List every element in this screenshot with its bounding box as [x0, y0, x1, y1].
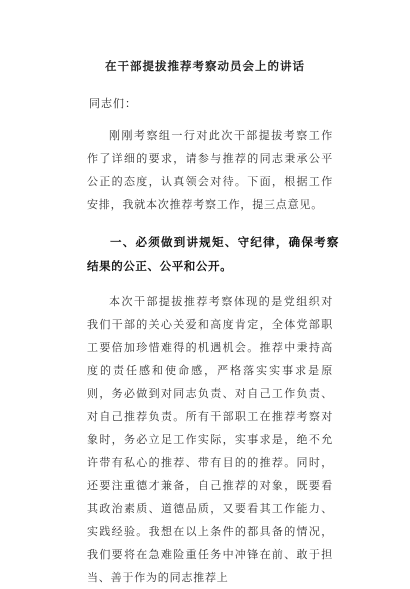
section-heading-1: 一、必须做到讲规矩、守纪律，确保考察结果的公正、公平和公开。 — [87, 235, 339, 273]
document-title: 在干部提拔推荐考察动员会上的讲话 — [105, 59, 305, 73]
salutation: 同志们： — [89, 97, 137, 110]
paragraph-intro: 刚刚考察组一行对此次干部提拔考察工作作了详细的要求，请参与推荐的同志秉承公平公正的态度，认真领会对待。下面，根据工作安排，我就本次推荐考察工作，提三点意见。 — [87, 129, 333, 211]
paragraph-section-1: 本次干部提拔推荐考察体现的是党组织对我们干部的关心关爱和高度肯定，全体党部职工要倍加珍惜难得的机遇机会。推荐中秉持高度的责任感和使命感，严格落实实事求是原则，务必做到对同志负责、对自己工作负责、对自己推荐负责。所有干部职工在推荐考察对象时，务必立足工作实际，实事求是，绝不允许带有私心的推荐、带有目的的推荐。同时，还要注重德才兼备，自己推荐的对象，既要看其政治素质、道德品质，又要看其工作能力、实践经验。我想在以上条件的都具备的情况，我们要将在急难险重任务中冲锋在前、敢于担当、善于作为的同志推荐上 — [87, 295, 333, 584]
